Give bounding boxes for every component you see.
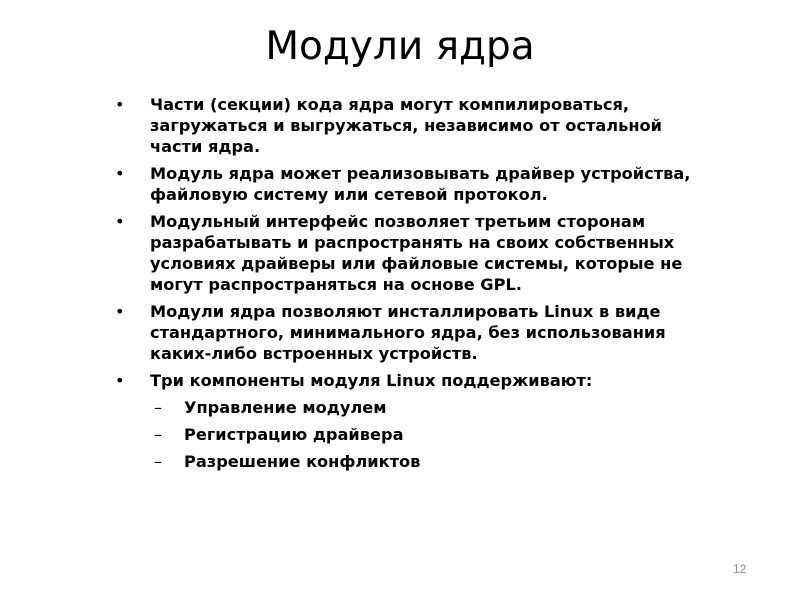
list-item [115, 301, 715, 364]
bullet-marker: • [115, 95, 125, 114]
bullet-list [115, 94, 715, 478]
list-item-text: Модуль ядра может реализовывать драйвер устройства, файловую систему или сетевой протокол. [150, 164, 691, 204]
list-item [115, 211, 715, 295]
sub-bullet-list [115, 397, 715, 472]
list-item-text: Три компоненты модуля Linux поддерживают: [150, 371, 593, 390]
sub-list-item [115, 424, 715, 445]
page-number: 12 [733, 562, 747, 576]
sub-list-item [115, 397, 715, 418]
dash-marker: – [154, 425, 163, 444]
sub-list-item-text: Управление модулем [184, 398, 387, 417]
sub-list-item-text: Регистрацию драйвера [184, 425, 404, 444]
bullet-marker: • [115, 371, 125, 390]
list-item-text: Части (секции) кода ядра могут компилироваться, загружаться и выгружаться, независимо от остальной части ядра. [150, 95, 662, 156]
list-item [115, 94, 715, 157]
slide-title: Модули ядра [265, 24, 535, 69]
list-item [115, 370, 715, 391]
bullet-marker: • [115, 302, 125, 321]
bullet-marker: • [115, 164, 125, 183]
dash-marker: – [154, 398, 163, 417]
sub-list-item-text: Разрешение конфликтов [184, 452, 421, 471]
list-item [115, 163, 715, 205]
list-item-text: Модульный интерфейс позволяет третьим сторонам разрабатывать и распространять на своих собственных условиях драйверы или файловые системы, которые не могут распространяться на основе GPL. [150, 212, 683, 294]
sub-list-item [115, 451, 715, 472]
list-item-text: Модули ядра позволяют инсталлировать Linux в виде стандартного, минимального ядра, без использования каких-либо встроенных устройств. [150, 302, 666, 363]
dash-marker: – [154, 452, 163, 471]
bullet-marker: • [115, 212, 125, 231]
